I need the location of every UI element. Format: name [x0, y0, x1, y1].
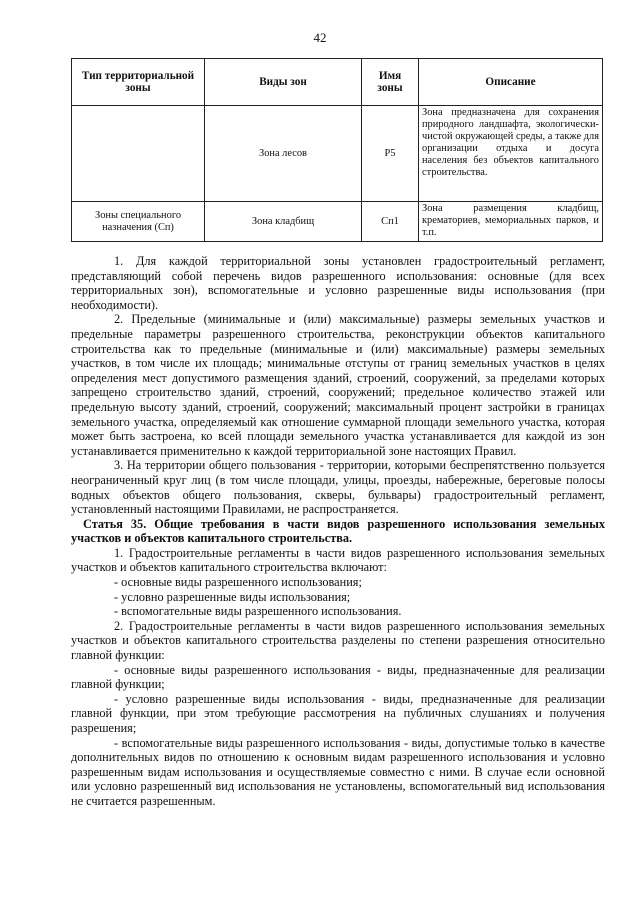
cell-description: Зона предназначена для сохранения природного ландшафта, экологически-чистой окружающей среды, а также для организации отдыха и досуга населения без объектов капитального строительства. — [419, 106, 603, 202]
list-item: - условно разрешенные виды использования - виды, предназначенные для реализации главной функции, при этом требующие рассмотрения на публичных слушаниях и получения разрешения; — [71, 691, 605, 735]
header-zone-code: Имя зоны — [362, 59, 419, 106]
paragraph: 1. Градостроительные регламенты в части видов разрешенного использования земельных участков и объектов капитального строительства включают: — [71, 545, 605, 575]
cell-zone-code: Р5 — [362, 106, 419, 202]
paragraph: 2. Предельные (минимальные и (или) максимальные) размеры земельных участков и предельные параметры разрешенного строительства, реконструкции объектов капитального строительства как то предельные (минимальные и (или) максимальные) размеры земельных участков, в том числе их площадь; минимальные отступы от границ земельных участков в целях определения мест допустимого размещения зданий, строений, сооружений, за пределами которых запрещено строительство зданий, строений, сооружений; предельное количество этажей или предельную высоту зданий, строений, сооружений; максимальный процент застройки в границах земельного участка, определяемый как отношение суммарной площади земельного участка, которая может быть застроена, ко всей площади земельного участка устанавливается для каждой из зон устанавливается применительно к каждой территориальной зоне настоящих Правил. — [71, 312, 605, 458]
paragraph: 3. На территории общего пользования - территории, которыми беспрепятственно пользуется неограниченный круг лиц (в том числе площади, улицы, проезды, набережные, береговые полосы водных объектов общего пользования, скверы, бульвары) градостроительный регламент, установленный настоящими Правилами, не распространяется. — [71, 458, 605, 517]
article-heading: Статья 35. Общие требования в части видов разрешенного использования земельных участков и объектов капитального строительства. — [71, 516, 605, 546]
header-zone-type: Тип территориальной зоны — [72, 59, 205, 106]
table-header-row — [72, 59, 603, 106]
cell-zone-type: Зоны специального назначения (Сп) — [72, 202, 205, 242]
cell-description: Зона размещения кладбищ, крематориев, мемориальных парков, и т.п. — [419, 202, 603, 242]
list-item: - условно разрешенные виды использования; — [114, 589, 351, 604]
header-zone-kinds: Виды зон — [205, 59, 362, 106]
paragraph: 1. Для каждой территориальной зоны установлен градостроительный регламент, представляющий собой перечень видов разрешенного использования: основные (для всех территориальных зон), вспомогательные и условно разрешенные виды использования (при необходимости). — [71, 254, 605, 312]
table-row — [72, 106, 603, 202]
zones-table — [71, 58, 603, 242]
list-item: - вспомогательные виды разрешенного использования. — [114, 604, 402, 619]
list-item: - вспомогательные виды разрешенного использования - виды, допустимые только в качестве дополнительных видов по отношению к основным видам разрешенного использования и условно разрешенным видам использования и осуществляемые совместно с ними. В случае если основной или условно разрешенный вид использования не установлены, вспомогательный вид использования не считается разрешенным. — [71, 735, 605, 808]
cell-zone-code: Сп1 — [362, 202, 419, 242]
paragraph: 2. Градостроительные регламенты в части видов разрешенного использования земельных участков и объектов капитального строительства разделены по степени разрешения относительно главной функции: — [71, 618, 605, 663]
document-body — [71, 254, 605, 809]
list-item: - основные виды разрешенного использования; — [114, 575, 362, 590]
page-number: 42 — [313, 30, 327, 45]
cell-zone-kind: Зона лесов — [205, 106, 362, 202]
cell-zone-kind: Зона кладбищ — [205, 202, 362, 242]
cell-zone-type — [72, 106, 205, 202]
list-item: - основные виды разрешенного использования - виды, предназначенные для реализации главной функции; — [71, 662, 605, 692]
header-description: Описание — [419, 59, 603, 106]
table-row — [72, 202, 603, 242]
